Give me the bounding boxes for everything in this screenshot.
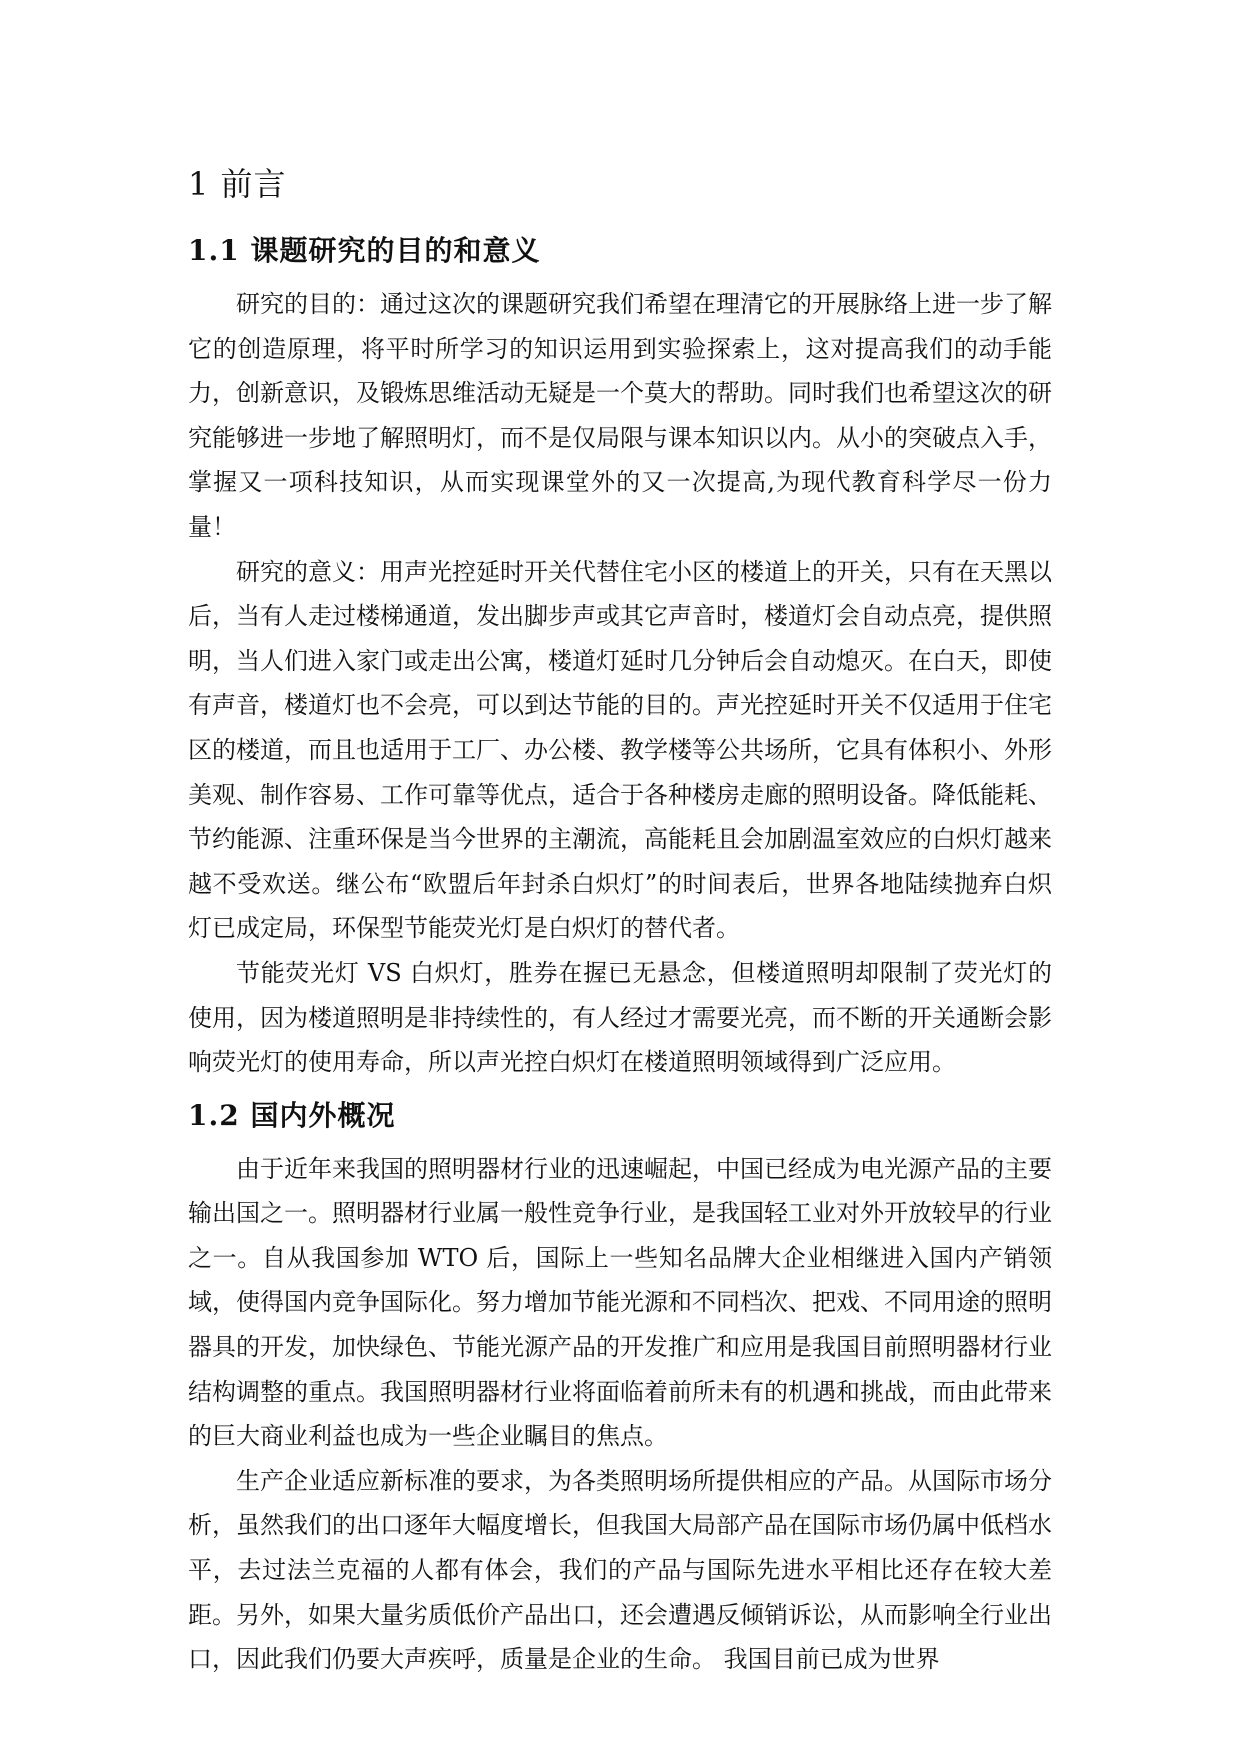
chapter-title: 1 前言 (188, 165, 287, 203)
paragraph: 由于近年来我国的照明器材行业的迅速崛起，中国已经成为电光源产品的主要输出国之一。照明器材行业属一般性竞争行业，是我国轻工业对外开放较早的行业之一。自从我国参加 WTO 后，国际上一些知名品牌大企业相继进入国内产销领域，使得国内竞争国际化。努力增加节能光源和不同档次、把戏、不同用途的照明器具的开发，加快绿色、节能光源产品的开发推广和应用是我国目前照明器材行业结构调整的重点。我国照明器材行业将面临着前所未有的机遇和挑战，而由此带来的巨大商业利益也成为一些企业瞩目的焦点。 (188, 1154, 1052, 1451)
paragraph: 节能荧光灯 VS 白炽灯，胜券在握已无悬念，但楼道照明却限制了荧光灯的使用，因为楼道照明是非持续性的，有人经过才需要光亮，而不断的开关通断会影响荧光灯的使用寿命，所以声光控白炽灯在楼道照明领域得到广泛应用。 (188, 958, 1052, 1077)
paragraph: 研究的目的：通过这次的课题研究我们希望在理清它的开展脉络上进一步了解它的创造原理，将平时所学习的知识运用到实验探索上，这对提高我们的动手能力，创新意识，及锻炼思维活动无疑是一个莫大的帮助。同时我们也希望这次的研究能够进一步地了解照明灯，而不是仅局限与课本知识以内。从小的突破点入手，掌握又一项科技知识，从而实现课堂外的又一次提高,为现代教育科学尽一份力量！ (188, 290, 1052, 541)
section-heading-1-1: 1.1 课题研究的目的和意义 (188, 234, 541, 267)
document-page (188, 148, 1052, 1682)
paragraph: 研究的意义：用声光控延时开关代替住宅小区的楼道上的开关，只有在天黑以后，当有人走过楼梯通道，发出脚步声或其它声音时，楼道灯会自动点亮，提供照明，当人们进入家门或走出公寓，楼道灯延时几分钟后会自动熄灭。在白天，即使有声音，楼道灯也不会亮，可以到达节能的目的。声光控延时开关不仅适用于住宅区的楼道，而且也适用于工厂、办公楼、教学楼等公共场所，它具有体积小、外形美观、制作容易、工作可靠等优点，适合于各种楼房走廊的照明设备。降低能耗、节约能源、注重环保是当今世界的主潮流，高能耗且会加剧温室效应的白炽灯越来越不受欢送。继公布“欧盟后年封杀白炽灯”的时间表后，世界各地陆续抛弃白炽灯已成定局，环保型节能荧光灯是白炽灯的替代者。 (188, 557, 1052, 943)
paragraph: 生产企业适应新标准的要求，为各类照明场所提供相应的产品。从国际市场分析，虽然我们的出口逐年大幅度增长，但我国大局部产品在国际市场仍属中低档水平，去过法兰克福的人都有体会，我们的产品与国际先进水平相比还存在较大差距。另外，如果大量劣质低价产品出口，还会遭遇反倾销诉讼，从而影响全行业出口，因此我们仍要大声疾呼，质量是企业的生命。 我国目前已成为世界 (188, 1466, 1052, 1674)
section-heading-1-2: 1.2 国内外概况 (188, 1098, 396, 1132)
